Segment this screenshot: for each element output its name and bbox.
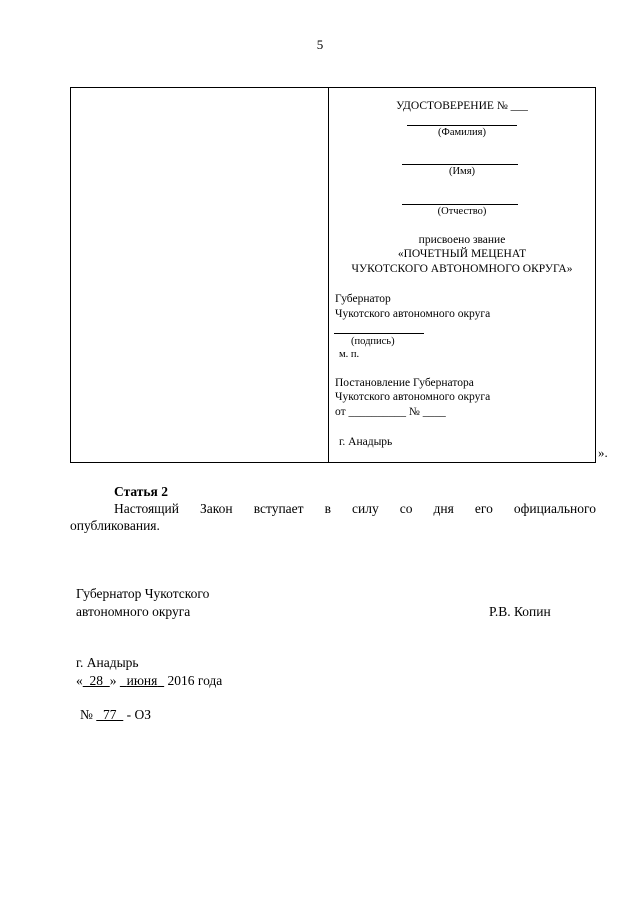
governor-line-1: Губернатор xyxy=(335,293,391,305)
title-line-1: «ПОЧЕТНЫЙ МЕЦЕНАТ xyxy=(397,248,527,260)
date-month xyxy=(120,673,164,688)
adoption-date xyxy=(76,673,222,689)
article-word: его xyxy=(474,501,493,516)
governor-name: Р.В. Копин xyxy=(489,604,551,619)
law-number xyxy=(80,707,151,723)
decree-line-2: Чукотского автономного округа xyxy=(335,391,491,403)
article-title: Статья 2 xyxy=(114,484,168,499)
article-word: силу xyxy=(352,501,379,516)
article-word: в xyxy=(324,501,331,516)
governor-title-line-2: автономного округа xyxy=(76,604,191,619)
certificate-heading: УДОСТОВЕРЕНИЕ № ___ xyxy=(396,100,528,112)
number-value: 77 xyxy=(103,707,117,722)
certificate-city: г. Анадырь xyxy=(339,436,393,448)
article-word: Настоящий xyxy=(114,501,180,516)
page-number: 5 xyxy=(316,37,324,52)
article-text-line-2: опубликования. xyxy=(70,518,160,533)
date-year: 2016 года xyxy=(167,673,223,688)
article-word: со xyxy=(399,501,413,516)
governor-line-2: Чукотского автономного округа xyxy=(335,308,491,320)
number-prefix: № xyxy=(80,707,93,722)
date-day xyxy=(83,673,110,688)
governor-title-line-1: Губернатор Чукотского xyxy=(76,586,210,601)
signature-label: (подпись) xyxy=(351,336,395,347)
article-word: официального xyxy=(513,501,596,516)
date-close-quote: » xyxy=(109,673,117,688)
certificate-table xyxy=(70,87,596,463)
day-value: 28 xyxy=(89,673,103,688)
signature-line xyxy=(334,333,424,334)
seal-label: м. п. xyxy=(339,349,360,360)
date-open-quote: « xyxy=(76,673,83,688)
patronymic-label: (Отчество) xyxy=(437,206,487,217)
article-word: дня xyxy=(433,501,454,516)
article-word: Закон xyxy=(200,501,233,516)
name-label: (Имя) xyxy=(448,166,476,177)
article-word: вступает xyxy=(253,501,304,516)
closing-quote: ». xyxy=(598,445,608,460)
surname-label: (Фамилия) xyxy=(438,127,486,138)
patronymic-line xyxy=(402,204,518,205)
number-suffix: - ОЗ xyxy=(126,707,152,722)
number-underlined xyxy=(96,707,123,722)
name-line xyxy=(402,164,518,165)
certificate-form xyxy=(329,88,595,462)
month-value: июня xyxy=(126,673,158,688)
footer-city: г. Анадырь xyxy=(76,655,139,670)
decree-line-3: от __________ № ____ xyxy=(335,406,446,418)
surname-line xyxy=(407,125,517,126)
article-text-line-1 xyxy=(114,501,596,517)
decree-line-1: Постановление Губернатора xyxy=(335,377,474,389)
title-line-2: ЧУКОТСКОГО АВТОНОМНОГО ОКРУГА» xyxy=(351,263,573,275)
awarded-text: присвоено звание xyxy=(418,234,506,246)
